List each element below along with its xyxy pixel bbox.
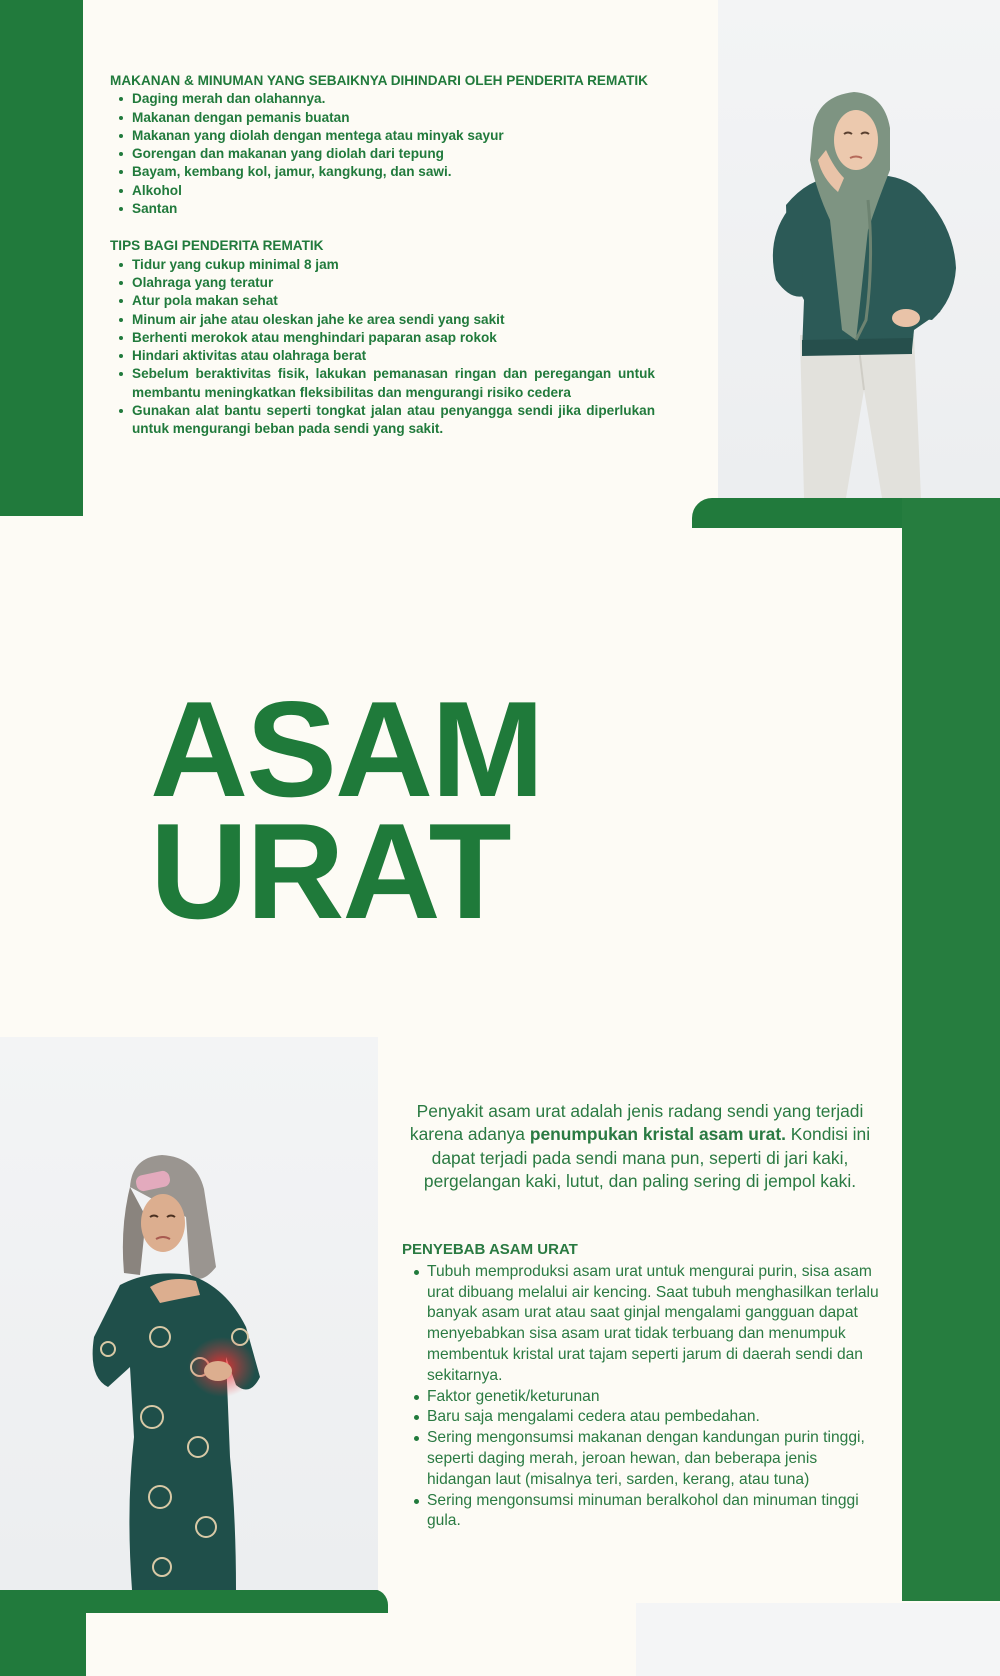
- list-item: Gunakan alat bantu seperti tongkat jalan atau penyangga sendi jika diperlukan untuk mengurangi beban pada sendi yang sakit.: [132, 402, 655, 439]
- green-column-right: [902, 498, 1000, 1601]
- photo-woman-back-pain: [0, 1037, 378, 1590]
- tips-list: [110, 256, 655, 439]
- list-item: Sebelum beraktivitas fisik, lakukan pemanasan ringan dan peregangan untuk membantu meningkatkan fleksibilitas dan mengurangi risiko cedera: [132, 365, 655, 402]
- causes-list: [402, 1262, 880, 1532]
- list-item: Olahraga yang teratur: [132, 274, 655, 292]
- tips-section-title: TIPS BAGI PENDERITA REMATIK: [110, 238, 324, 254]
- list-item: Tidur yang cukup minimal 8 jam: [132, 256, 655, 274]
- avoid-section-title: MAKANAN & MINUMAN YANG SEBAIKNYA DIHINDARI OLEH PENDERITA REMATIK: [110, 73, 648, 88]
- list-item: Alkohol: [132, 182, 655, 200]
- woman-back-pain-illustration: [0, 1037, 378, 1590]
- list-item: Sering mengonsumsi minuman beralkohol dan minuman tinggi gula.: [427, 1491, 880, 1533]
- causes-section-title: PENYEBAB ASAM URAT: [402, 1241, 578, 1258]
- list-item: Bayam, kembang kol, jamur, kangkung, dan sawi.: [132, 163, 655, 181]
- intro-text-bold: penumpukan kristal asam urat.: [529, 1124, 786, 1145]
- woman-neck-pain-illustration: [718, 0, 1000, 498]
- intro-text-end: Kondisi ini dapat terjadi pada sendi mana pun, seperti di jari kaki, pergelangan kaki, lutut, dan paling sering di jempol kaki.: [423, 1124, 871, 1192]
- list-item: Hindari aktivitas atau olahraga berat: [132, 347, 655, 365]
- list-item: Gorengan dan makanan yang diolah dari tepung: [132, 145, 655, 163]
- photo-woman-neck-pain: [718, 0, 1000, 498]
- title-line-2: URAT: [150, 795, 510, 947]
- title-line-1: ASAM: [150, 673, 543, 825]
- list-item: Daging merah dan olahannya.: [132, 90, 655, 108]
- list-item: Atur pola makan sehat: [132, 292, 655, 310]
- list-item: Faktor genetik/keturunan: [427, 1387, 880, 1408]
- list-item: Baru saja mengalami cedera atau pembedahan.: [427, 1407, 880, 1428]
- list-item: Makanan yang diolah dengan mentega atau minyak sayur: [132, 127, 655, 145]
- green-block-bottom-left: [0, 1589, 86, 1676]
- grey-panel-bottom-right: [636, 1603, 1000, 1676]
- avoid-list: [110, 90, 655, 218]
- causes-text-block: [402, 1240, 880, 1532]
- list-item: Santan: [132, 200, 655, 218]
- list-item: Sering mengonsumsi makanan dengan kandungan purin tinggi, seperti daging merah, jeroan hewan, dan beberapa jenis hidangan laut (misalnya teri, sarden, kerang, atau tuna): [427, 1428, 880, 1490]
- rheumatism-text-block: [110, 72, 655, 439]
- list-item: Tubuh memproduksi asam urat untuk mengurai purin, sisa asam urat dibuang melalui air kencing. Saat tubuh menghasilkan terlalu banyak asam urat atau saat ginjal mengalami gangguan dapat menyebabkan sisa asam urat tidak terbuang dan menumpuk membentuk kristal urat tajam seperti jarum di daerah sendi dan sekitarnya.: [427, 1262, 880, 1387]
- page-title: [150, 673, 570, 947]
- intro-text-start: Penyakit asam urat adalah jenis radang sendi yang terjadi karena adanya: [409, 1101, 864, 1145]
- list-item: Minum air jahe atau oleskan jahe ke area sendi yang sakit: [132, 311, 655, 329]
- intro-paragraph: [400, 1100, 880, 1194]
- list-item: Berhenti merokok atau menghindari paparan asap rokok: [132, 329, 655, 347]
- list-item: Makanan dengan pemanis buatan: [132, 109, 655, 127]
- green-block-left-top: [0, 0, 83, 516]
